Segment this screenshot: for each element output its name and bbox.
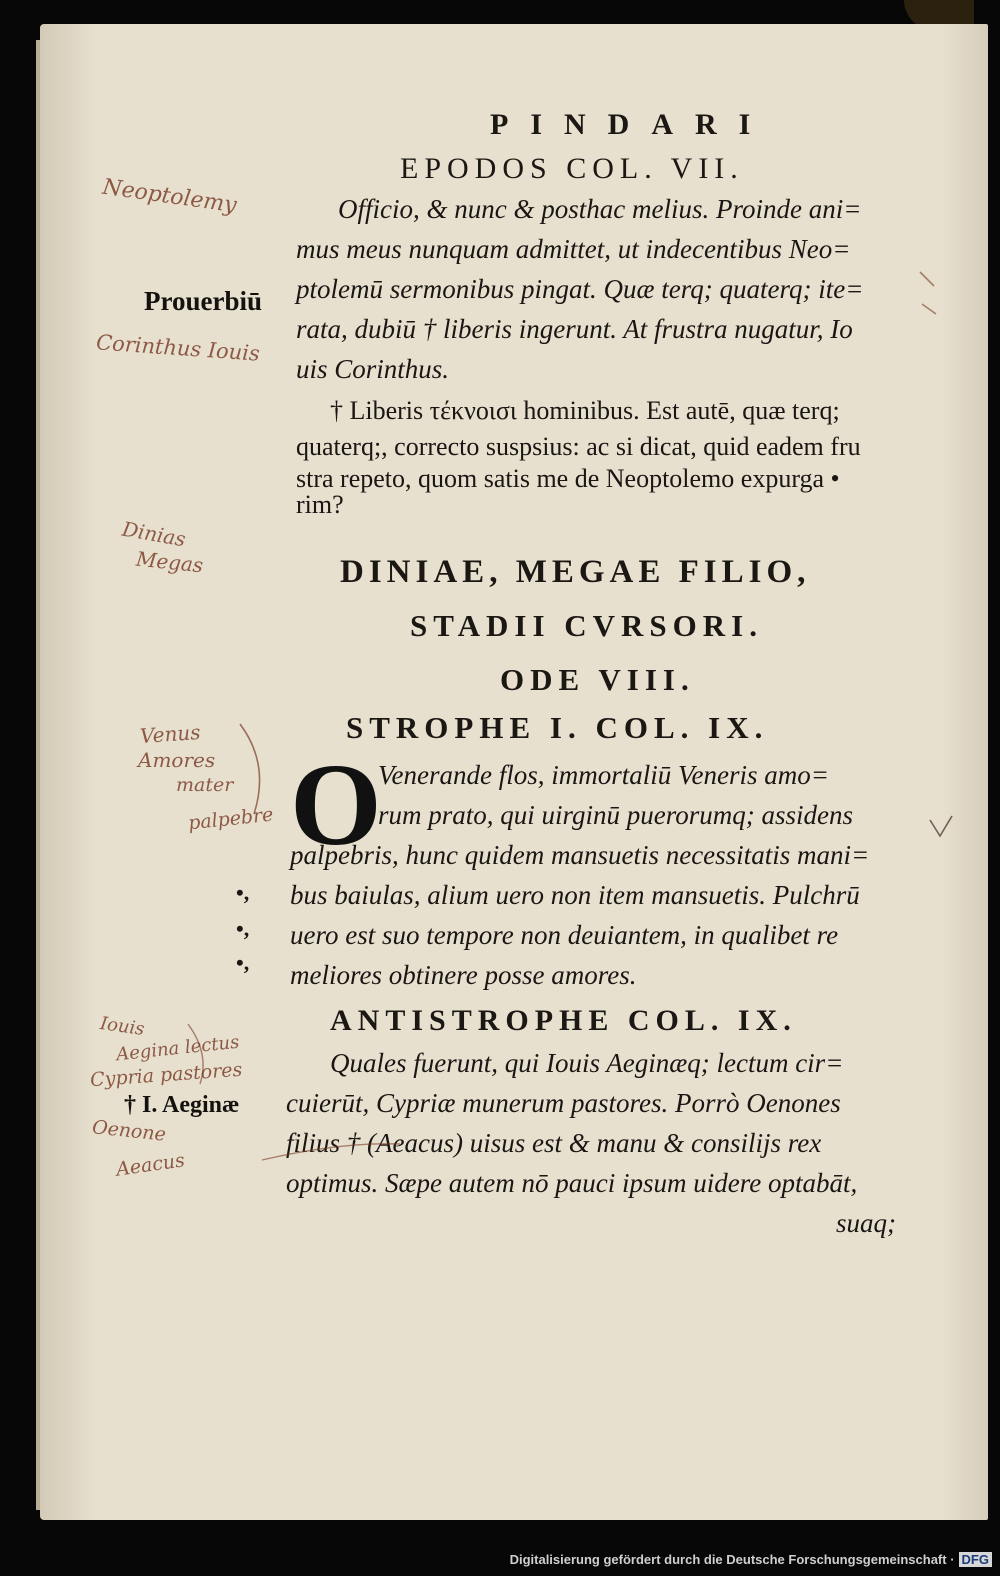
note-line: stra repeto, quom satis me de Neoptolemo expurga • [296,464,840,493]
handwritten-note: Amores [138,748,216,772]
strophe-heading: STROPHE I. COL. IX. [346,710,769,745]
handwritten-note: Neoptolemy [100,174,239,219]
text-line: filius † (Aeacus) uisus est & manu & consilijs rex [286,1128,822,1158]
quote-mark: •, [236,950,250,975]
handwritten-note: Megas [134,546,205,578]
running-head: PINDARI [490,108,773,141]
text-line: mus meus nunquam admittet, ut indecentibus Neo= [296,234,851,264]
text-line: bus baiulas, alium uero non item mansuetis. Pulchrū [290,880,860,910]
footer-credit [0,1552,1000,1572]
ode-subtitle: STADII CVRSORI. [410,608,763,643]
section-heading-epodos: EPODOS COL. VII. [400,152,744,185]
handwritten-note: mater [176,774,234,796]
text-line: Venerande flos, immortaliū Veneris amo= [378,760,829,790]
text-line: meliores obtinere posse amores. [290,960,637,990]
margin-note-printed: † I. Aeginæ [124,1092,240,1118]
ode-title: DINIAE, MEGAE FILIO, [340,554,811,590]
handwritten-note: Aeacus [114,1149,187,1181]
handwritten-note: Iouis [98,1013,146,1040]
handwritten-note: palpebre [187,803,275,835]
antistrophe-heading: ANTISTROPHE COL. IX. [330,1004,797,1037]
footer-text: Digitalisierung gefördert durch die Deutsche Forschungsgemeinschaft · [509,1552,955,1567]
note-line: † Liberis τέκνοισι hominibus. Est autē, quæ terq; [330,396,840,425]
text-line: rata, dubiū † liberis ingerunt. At frustra nugatur, Io [296,314,853,344]
handwritten-note: Aegina lectus [115,1031,241,1066]
handwritten-note: Cypria pastores [89,1058,243,1092]
margin-note-printed: Prouerbiū [144,286,263,316]
text-line: Quales fuerunt, qui Iouis Aeginæq; lectum cir= [330,1048,844,1078]
drop-cap: O [290,739,382,870]
dfg-logo: DFG [959,1552,992,1567]
note-line: rim? [296,490,344,519]
text-line: cuierūt, Cypriæ munerum pastores. Porrò Oenones [286,1088,841,1118]
handwritten-note: Corinthus Iouis [95,330,261,366]
handwritten-note: Oenone [91,1116,167,1146]
text-line: rum prato, qui uirginū puerorumq; assidens [378,800,854,830]
ode-number: ODE VIII. [500,662,695,697]
text-line: uero est suo tempore non deuiantem, in qualibet re [290,920,839,950]
text-line: optimus. Sæpe autem nō pauci ipsum uidere optabāt, [286,1168,858,1198]
book-page [40,24,988,1520]
catchword: suaq; [836,1208,896,1238]
note-line: quaterq;, correcto suspsius: ac si dicat, quid eadem fru [296,432,861,461]
text-line: palpebris, hunc quidem mansuetis necessitatis mani= [290,840,870,870]
text-line: Officio, & nunc & posthac melius. Proinde ani= [338,194,862,224]
handwritten-note: Dinias [120,516,188,552]
quote-mark: •, [236,880,250,905]
text-line: ptolemū sermonibus pingat. Quæ terq; quaterq; ite= [296,274,864,304]
quote-mark: •, [236,916,250,941]
handwritten-note: Venus [139,719,202,749]
text-line: uis Corinthus. [296,354,450,384]
